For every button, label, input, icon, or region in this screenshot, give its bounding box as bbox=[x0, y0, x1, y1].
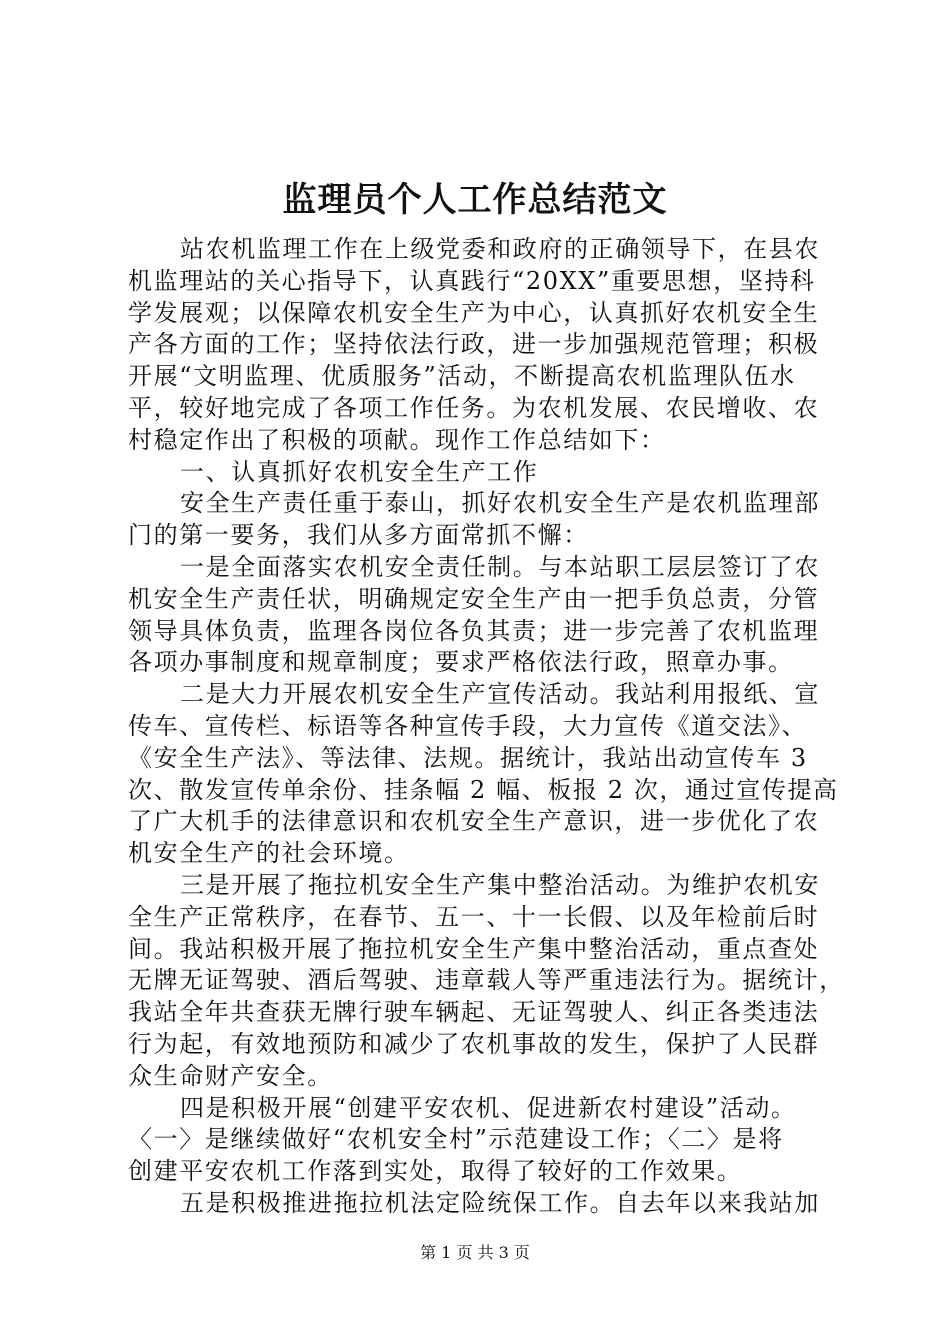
text-line: 二是大力开展农机安全生产宣传活动。我站利用报纸、宣 bbox=[180, 680, 820, 709]
text-line: 机安全生产的社会环境。 bbox=[128, 839, 410, 868]
text-line: 产各方面的工作；坚持依法行政，进一步加强规范管理；积极 bbox=[128, 330, 820, 359]
text-line: 开展“文明监理、优质服务”活动，不断提高农机监理队伍水 bbox=[128, 362, 796, 391]
text-line: 站农机监理工作在上级党委和政府的正确领导下，在县农 bbox=[180, 235, 820, 263]
text-line: 行为起，有效地预防和减少了农机事故的发生，保护了人民群 bbox=[128, 1029, 820, 1058]
text-line: 安全生产责任重于泰山，抓好农机安全生产是农机监理部 bbox=[180, 489, 820, 518]
text-line: 次、散发宣传单余份、挂条幅 2 幅、板报 2 次，通过宣传提高 bbox=[128, 775, 839, 804]
text-line: 无牌无证驾驶、酒后驾驶、违章载人等严重违法行为。据统计， bbox=[128, 966, 845, 995]
text-line: 间。我站积极开展了拖拉机安全生产集中整治活动，重点查处 bbox=[128, 934, 820, 963]
text-line: 村稳定作出了积极的项献。现作工作总结如下： bbox=[128, 425, 666, 454]
text-line: 各项办事制度和规章制度；要求严格依法行政，照章办事。 bbox=[128, 648, 794, 677]
text-line: 了广大机手的法律意识和农机安全生产意识，进一步优化了农 bbox=[128, 807, 820, 836]
text-line: 五是积极推进拖拉机法定险统保工作。自去年以来我站加 bbox=[180, 1188, 820, 1217]
text-line: 四是积极开展“创建平安农机、促进新农村建设”活动。 bbox=[180, 1093, 797, 1122]
text-line: 一是全面落实农机安全责任制。与本站职工层层签订了农 bbox=[180, 552, 820, 581]
text-line: 创建平安农机工作落到实处，取得了较好的工作效果。 bbox=[128, 1157, 743, 1186]
text-line: 领导具体负责，监理各岗位各负其责；进一步完善了农机监理 bbox=[128, 616, 820, 645]
text-line: 门的第一要务，我们从多方面常抓不懈： bbox=[128, 521, 589, 550]
text-line: 三是开展了拖拉机安全生产集中整治活动。为维护农机安 bbox=[180, 870, 820, 899]
text-line: 我站全年共查获无牌行驶车辆起、无证驾驶人、纠正各类违法 bbox=[128, 998, 820, 1027]
text-line: 学发展观；以保障农机安全生产为中心，认真抓好农机安全生 bbox=[128, 298, 820, 327]
text-line: 传车、宣传栏、标语等各种宣传手段，大力宣传《道交法》、 bbox=[128, 711, 808, 740]
text-line: 一、认真抓好农机安全生产工作 bbox=[180, 457, 539, 486]
text-line: 《安全生产法》、等法律、法规。据统计，我站出动宣传车 3 bbox=[128, 743, 808, 772]
text-line: 〈一〉是继续做好“农机安全村”示范建设工作；〈二〉是将 bbox=[128, 1125, 784, 1154]
text-line: 众生命财产安全。 bbox=[128, 1061, 333, 1090]
document-title: 监理员个人工作总结范文 bbox=[282, 180, 668, 220]
text-line: 机安全生产责任状，明确规定安全生产由一把手负总责，分管 bbox=[128, 584, 820, 613]
text-line: 机监理站的关心指导下，认真践行“20XX”重要思想，坚持科 bbox=[128, 266, 816, 295]
text-line: 全生产正常秩序，在春节、五一、十一长假、以及年检前后时 bbox=[128, 902, 820, 931]
text-line: 平，较好地完成了各项工作任务。为农机发展、农民增收、农 bbox=[128, 393, 820, 422]
page-footer: 第 1 页 共 3 页 bbox=[420, 1243, 530, 1262]
document-body bbox=[128, 234, 845, 1220]
